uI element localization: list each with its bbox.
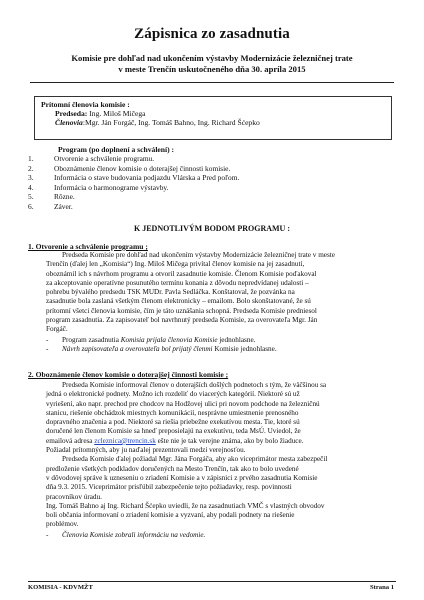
footer-org: KOMISIA - KDVMŽT — [28, 584, 93, 591]
program-item-number: 3. — [28, 173, 34, 183]
paragraph-line: problémov. — [46, 520, 79, 529]
email-link[interactable]: zcleznica@trencin.sk — [94, 436, 156, 445]
paragraph-line: Požiadal prítomných, aby ju naďalej prezentovali medzi verejnosťou. — [46, 446, 246, 455]
program-item — [28, 192, 239, 202]
paragraph-line: oboznámil ich s návrhom programu a otvoril zasadnutie komisie. Členom Komisie poďakoval — [46, 269, 317, 278]
paragraph-line: Forgáč. — [46, 325, 68, 334]
members-value: :Mgr. Ján Forgáč, Ing. Tomáš Bahno, Ing. Richard Šćepko — [82, 118, 260, 127]
point-2-bullet-1: - Členovia Komisie zobrali informáciu na vedomie. — [46, 531, 206, 539]
paragraph-line: prítomní všetci členovia komisie, čím je táto uznášania schopná. Predseda Komisie predniesol — [46, 306, 317, 315]
paragraph-line: Predseda Komisie pre dohľad nad ukončením výstavby Modernizácie železničnej trate v meste — [62, 251, 335, 259]
program-item-text: Informácia o harmonograme výstavby. — [54, 182, 169, 192]
attendees-heading: Prítomní členovia komisie : — [41, 100, 130, 109]
program-item-number: 4. — [28, 182, 34, 192]
paragraph-line: za akceptovanie operatívne posunutého termínu konania z dôvodu nepredvídanej udalosti – — [46, 278, 309, 287]
paragraph-line: stanicu, riešenie obchádzok miestnych komunikácií, nesprávne umiestnenie prenosného — [46, 408, 299, 417]
point-1-bullet-2: - Návrh zapisovateľa a overovateľa bol prijatý členmi Komisie jednohlasne. — [46, 345, 277, 353]
program-item-text: Rôzne. — [54, 192, 75, 202]
program-item — [28, 173, 239, 183]
attendees-chair — [55, 109, 146, 118]
program-item-text: Informácia o stave budovania podjazdu Vlárska a Pred poľom. — [54, 173, 240, 183]
footer-page-number: Strana 1 — [370, 584, 394, 591]
paragraph-line: Predseda Komisie informoval členov o doterajších došlých podnetoch s tým, že väčšinou sa — [62, 381, 327, 389]
paragraph-line: dňa 9.3. 2015. Viceprimátor prisľúbil zabezpečenie tejto požiadavky, resp. povinnosti — [46, 483, 292, 492]
paragraph-line: doručené len členom Komisie sa hneď preposielajú na exekutívu, teda MsÚ. Uviedol, že — [46, 427, 301, 436]
paragraph-line: pracovníkov úradu. — [46, 492, 102, 501]
paragraph-line: vyriešení, ako napr. prechod pre chodcov na Hodžovej ulici pri novom podchode na železničnú — [46, 399, 320, 408]
paragraph-line: v dôvodovej správe k uzneseniu o zriadení Komisie a v zápisnici z prvého zasadnutia Komisie — [46, 473, 318, 482]
members-label: Členovia — [55, 118, 83, 127]
point-1-paragraph — [46, 251, 393, 335]
header-divider — [30, 82, 394, 83]
document-title: Zápisnica zo zasadnutia — [134, 26, 290, 42]
attendees-members — [55, 118, 260, 127]
program-list — [28, 154, 239, 212]
subtitle-line-2: v meste Trenčín uskutočneného dňa 30. apríla 2015 — [118, 63, 306, 74]
chair-label: Predseda: — [55, 109, 88, 118]
paragraph-line: Ing. Tomáš Bahno aj Ing. Richard Šćepko uviedli, že na zasadnutiach VMČ s vlastných obvodov — [46, 501, 325, 510]
attendees-box — [34, 96, 392, 140]
program-item-number: 6. — [28, 201, 34, 211]
program-item — [28, 202, 239, 212]
point-1-bullet-1: - Program zasadnutia Komisia prijala členovia Komisie jednohlasne. — [46, 336, 256, 344]
paragraph-line: program zasadnutia. Za zapisovateľ bol navrhnutý predseda Komisie, za overovateľa Mgr. Ján — [46, 316, 318, 325]
paragraph-line: dopravného značenia a pod. Niektoré sa riešia priebežne exekutívou mesta. Tie, ktoré sú — [46, 418, 300, 427]
program-item — [28, 164, 239, 174]
program-item-number: 2. — [28, 163, 34, 173]
point-2-heading — [28, 370, 228, 379]
paragraph-line: pohrebu bývalého predsedu TSK MUDr. Pavla Sedláčka. Konštatoval, že pozvánka na — [46, 288, 295, 297]
section-heading: K JEDNOTLIVÝM BODOM PROGRAMU : — [134, 224, 290, 233]
point-2-heading-text: 2. Oboznámenie členov komisie o doterajšej činnosti komisie ; — [28, 370, 229, 379]
program-item — [28, 183, 239, 193]
program-item-number: 1. — [28, 154, 34, 163]
paragraph-line: predloženie všetkých podkladov doručených na Mesto Trenčín, tak ako to bolo uvedené — [46, 464, 299, 473]
subtitle-line-1: Komisie pre dohľad nad ukončením výstavby Modernizácie železničnej trate — [71, 53, 353, 63]
program-item — [28, 154, 239, 164]
program-item-text: Oboznámenie členov komisie o doterajšej činnosti komisie. — [54, 163, 231, 173]
paragraph-line: boli občania informovaní o zriadení komisie a vyzvaní, aby podali podnety na riešenie — [46, 511, 295, 520]
document-subtitle — [30, 53, 394, 74]
point-1-heading-text: 1. Otvorenie a schválenie programu ; — [28, 242, 148, 251]
chair-value: Ing. Miloš Mičega — [87, 109, 146, 118]
paragraph-line: emailová adresa zcleznica@trencin.sk ešte nie je tak verejne známa, ako by bolo žiaduce. — [46, 436, 304, 445]
program-item-number: 5. — [28, 192, 34, 202]
program-item-text: Otvorenie a schválenie programu. — [54, 154, 155, 163]
footer-divider — [28, 581, 396, 582]
paragraph-line: jedná o elektronické podnety. Možno ich rozdeliť do viacerých kategórií. Niektoré sú už — [46, 390, 300, 399]
point-1-heading — [28, 242, 148, 251]
paragraph-line: Predseda Komisie ďalej požiadal Mgr. Jána Forgáča, aby ako viceprimátor mesta zabezpečil — [62, 455, 328, 464]
program-item-text: Záver. — [54, 201, 73, 211]
point-2-paragraph — [46, 381, 393, 530]
paragraph-line: Trenčín (ďalej len „Komisia“) Ing. Miloš Mičega privítal členov komisie na jej zasadnutí, — [46, 260, 305, 269]
paragraph-line: zasadnutie bola zaslaná všetkým členom elektronicky – emailom. Bolo skonštatované, že sú — [46, 297, 311, 306]
program-heading: Program (po doplnení a schválení) : — [58, 145, 175, 154]
